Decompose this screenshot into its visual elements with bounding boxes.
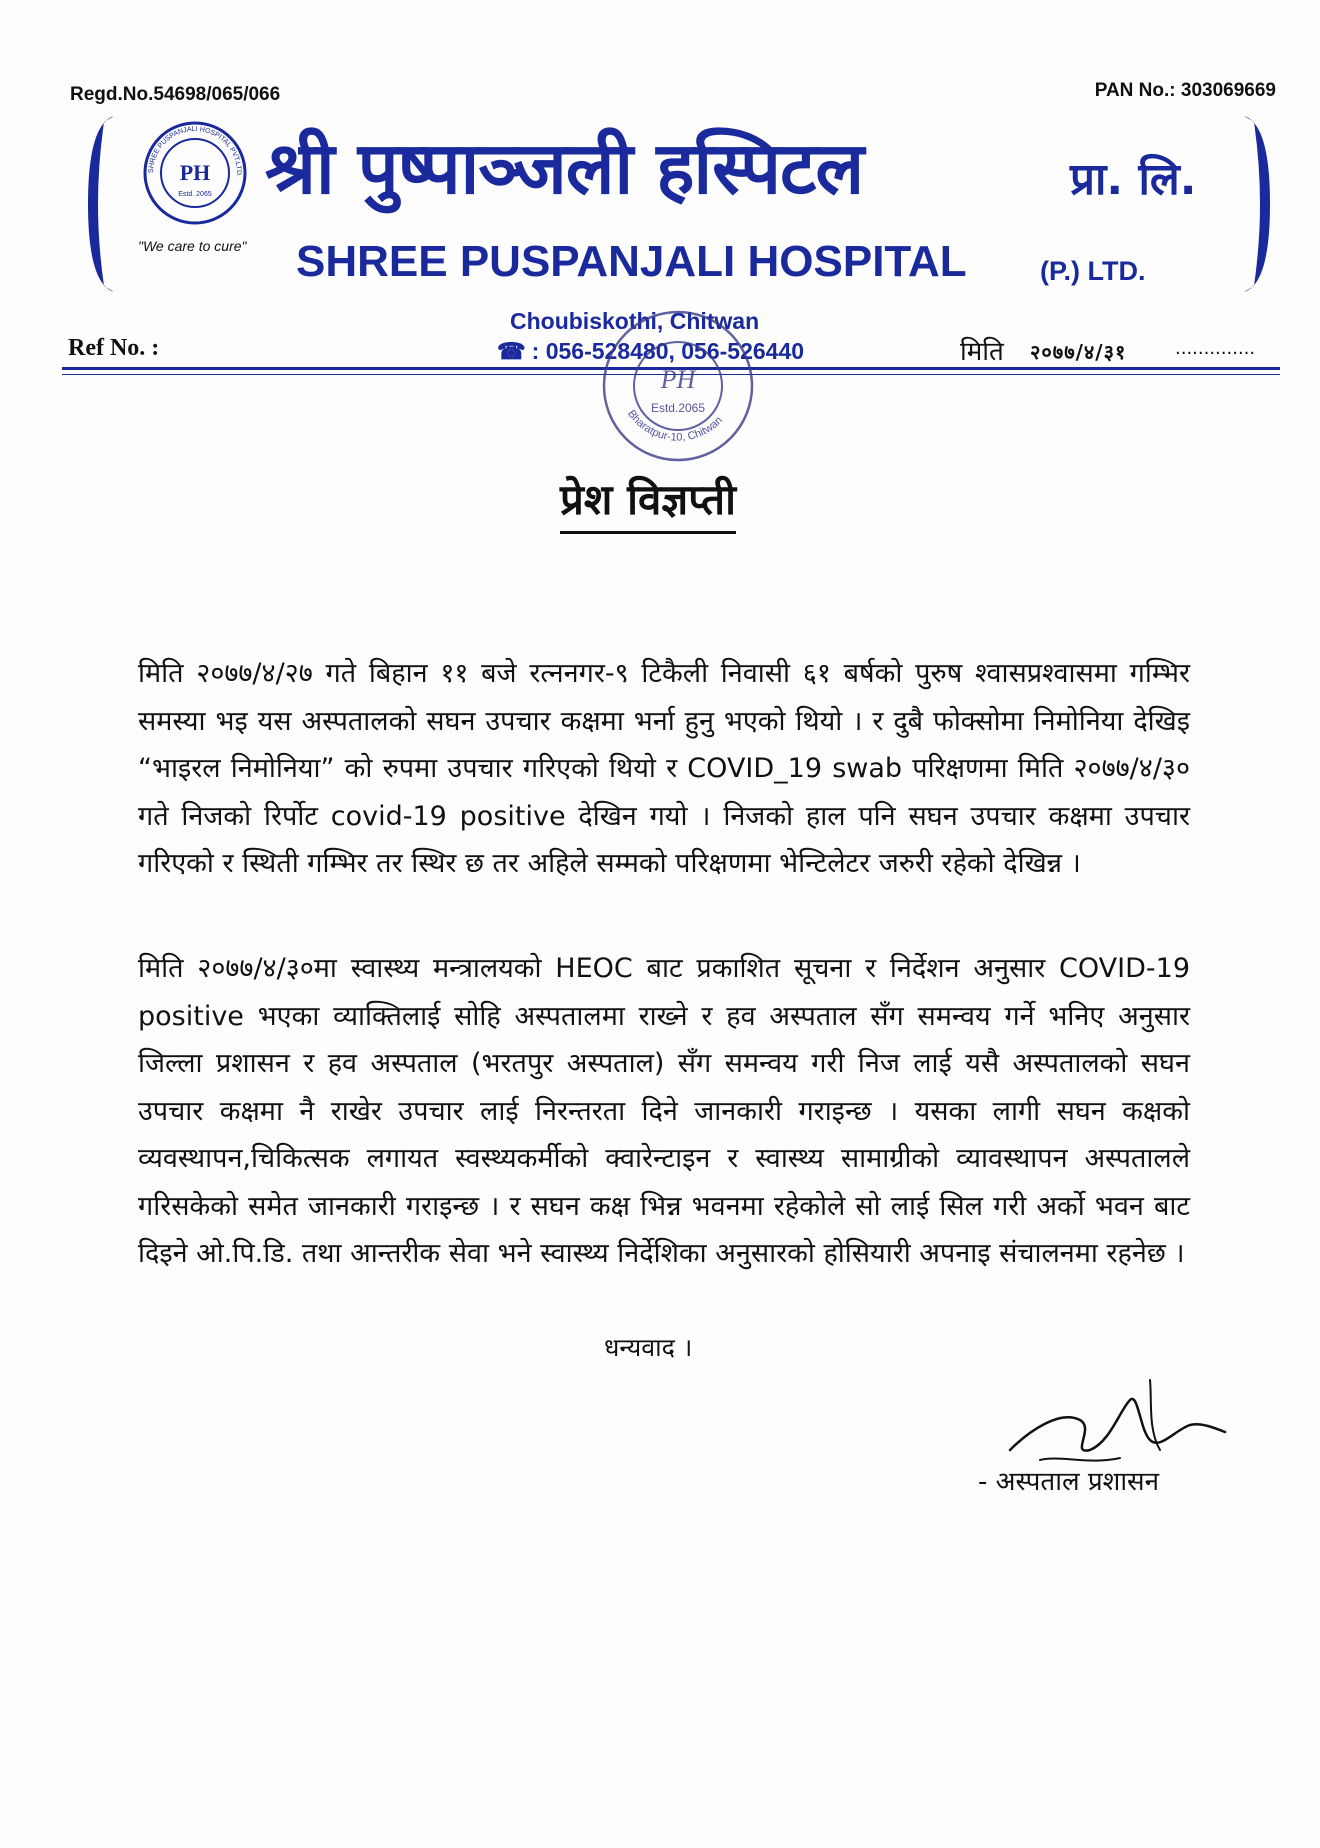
right-bracket-ornament bbox=[1242, 114, 1272, 294]
pan-number: PAN No.: 303069669 bbox=[1094, 80, 1276, 101]
left-bracket-ornament bbox=[86, 114, 116, 294]
paragraph-2-text: मिति २०७७/४/३०मा स्वास्थ्य मन्त्रालयको HEOC बाट प्रकाशित सूचना र निर्देशन अनुसार COVID-19 positive भएका व्याक्तिलाई सोहि अस्पतालमा राख्ने र हव अस्पताल सँग समन्वय गर्ने भनिए अनुसार जिल्ला प्रशासन र हव अस्पताल (भरतपुर अस्पताल) सँग समन्वय गरी निज लाई यसै अस्पतालको सघन उपचार कक्षमा नै राखेर उपचार लाई निरन्तरता दिने जानकारी गराइन्छ । यसका लागी सघन कक्षको व्यवस्थापन,चिकित्सक लगायत स्वस्थ्यकर्मीको क्वारेन्टाइन र स्वास्थ्य सामाग्रीको व्यावस्थापन अस्पतालले गरिसकेको समेत जानकारी गराइन्छ । र सघन कक्ष भिन्न भवनमा रहेकोले सो लाई सिल गरी अर्को भवन बाट दिइने ओ.पि.डि. तथा आन्तरीक सेवा भने स्वास्थ्य निर्देशिका अनुसारको होसियारी अपनाइ संचालनमा रहनेछ । bbox=[138, 953, 1190, 1269]
svg-text:Bharatpur-10, Chitwan: Bharatpur-10, Chitwan bbox=[625, 407, 725, 444]
hospital-name-nepali: श्री पुष्पाञ्जली हस्पिटल bbox=[265, 126, 864, 210]
reference-number-label: Ref No. : bbox=[68, 335, 160, 361]
hospital-address: Choubiskothi, Chitwan bbox=[510, 308, 760, 334]
date-label: मिति bbox=[960, 337, 1004, 367]
svg-text:SHREE PUSPANJALI HOSPITAL PVT.: SHREE PUSPANJALI HOSPITAL PVT.LTD. bbox=[147, 125, 243, 178]
svg-text:Estd. 2065: Estd. 2065 bbox=[178, 191, 212, 198]
date-dotted-line: .............. bbox=[1175, 338, 1256, 359]
registration-number: Regd.No.54698/065/066 bbox=[70, 84, 281, 105]
svg-text:PH: PH bbox=[179, 160, 211, 185]
hospital-name-nepali-suffix: प्रा. लि. bbox=[1070, 154, 1197, 205]
hospital-name-english: SHREE PUSPANJALI HOSPITAL bbox=[296, 237, 967, 286]
closing-thanks: धन्यवाद । bbox=[604, 1333, 693, 1362]
stamp-estd: Estd.2065 bbox=[650, 401, 706, 415]
document-heading: प्रेश विज्ञप्ती bbox=[560, 470, 736, 534]
hospital-stamp bbox=[598, 306, 758, 466]
paragraph-2 bbox=[138, 945, 1190, 1278]
signatory: - अस्पताल प्रशासन bbox=[978, 1467, 1160, 1497]
date-value: २०७७/४/३१ bbox=[1030, 340, 1127, 364]
paragraph-1 bbox=[138, 650, 1190, 888]
paragraph-1-text: मिति २०७७/४/२७ गते बिहान ११ बजे रत्ननगर-९ टिकैली निवासी ६१ बर्षको पुरुष श्वासप्रश्वासमा गम्भिर समस्या भइ यस अस्पतालको सघन उपचार कक्षमा भर्ना हुनु भएको थियो । र दुबै फोक्सोमा निमोनिया देखिइ “भाइरल निमोनिया” को रुपमा उपचार गरिएको थियो र COVID_19 swab परिक्षणमा मिति २०७७/४/३० गते निजको रिर्पोट covid-19 positive देखिन गयो । निजको हाल पनि सघन उपचार कक्षमा उपचार गरिएको र स्थिती गम्भिर तर स्थिर छ तर अहिले सम्मको परिक्षणमा भेन्टिलेटर जरुरी रहेको देखिन्न । bbox=[138, 658, 1190, 879]
svg-text:PH: PH bbox=[660, 365, 696, 394]
hospital-logo bbox=[140, 118, 250, 228]
telephone-icon: ☎ bbox=[497, 338, 526, 364]
hospital-name-english-suffix: (P.) LTD. bbox=[1040, 256, 1146, 286]
phone-numbers: : 056-528480, 056-526440 bbox=[531, 338, 805, 364]
hospital-tagline: "We care to cure" bbox=[138, 238, 247, 254]
